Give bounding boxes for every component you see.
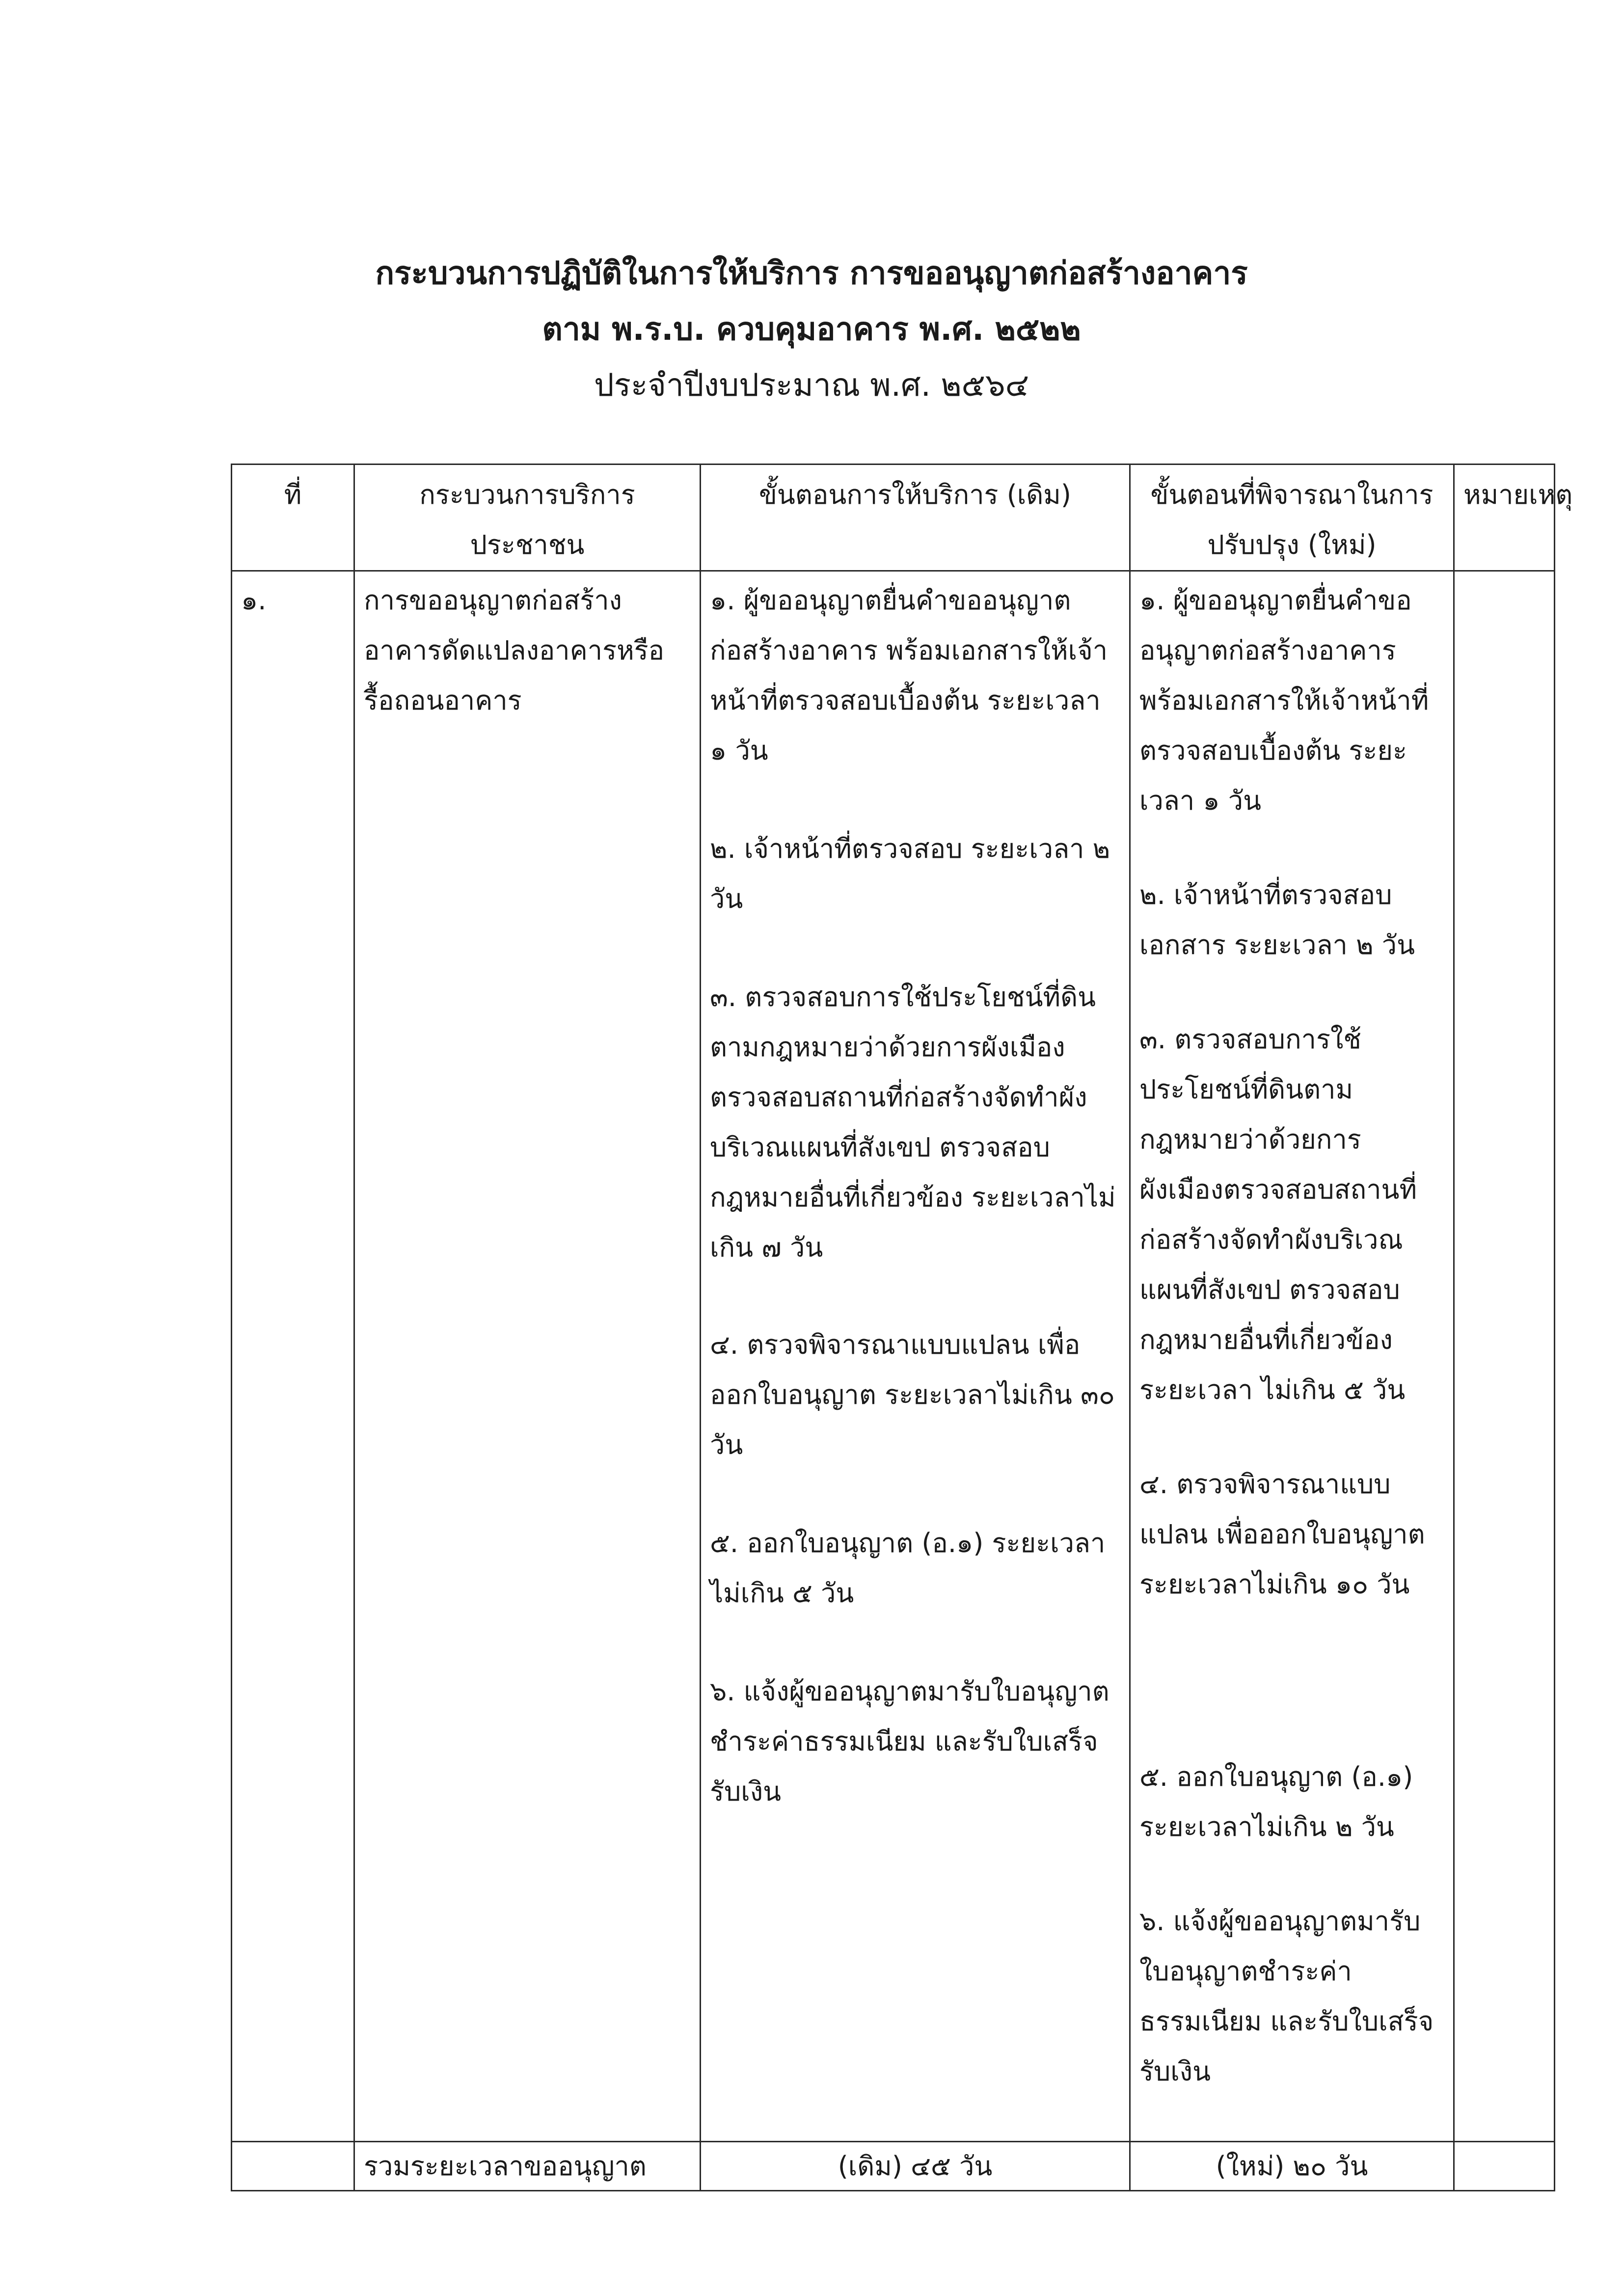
total-old: (เดิม) ๔๕ วัน [701,2142,1130,2191]
old-step-6: ๖. แจ้งผู้ขออนุญาตมารับใบอนุญาตชำระค่าธรรมเนียม และรับใบเสร็จรับเงิน [710,1676,1109,1807]
total-no-cell [232,2142,354,2191]
new-steps-cell [1130,571,1454,2142]
title-line-2: ตาม พ.ร.บ. ควบคุมอาคาร พ.ศ. ๒๕๒๒ [542,311,1081,348]
title-line-1: กระบวนการปฏิบัติในการให้บริการ การขออนุญาตก่อสร้างอาคาร [375,255,1248,292]
row-process: การขออนุญาตก่อสร้างอาคารดัดแปลงอาคารหรือรื้อถอนอาคาร [354,571,701,2142]
header-new-steps: ขั้นตอนที่พิจารณาในการปรับปรุง (ใหม่) [1130,465,1454,571]
old-step-1: ๑. ผู้ขออนุญาตยื่นคำขออนุญาตก่อสร้างอาคาร พร้อมเอกสารให้เจ้าหน้าที่ตรวจสอบเบื้องต้น ระยะเวลา ๑ วัน [710,585,1108,766]
new-step-6: ๖. แจ้งผู้ขออนุญาตมารับใบอนุญาตชำระค่าธรรมเนียม และรับใบเสร็จรับเงิน [1139,1906,1434,2087]
old-steps-cell [701,571,1130,2142]
new-step-4: ๔. ตรวจพิจารณาแบบแปลน เพื่อออกใบอนุญาต ระยะเวลาไม่เกิน ๑๐ วัน [1139,1469,1425,1600]
table-header-row [232,465,1555,571]
new-step-2: ๒. เจ้าหน้าที่ตรวจสอบเอกสาร ระยะเวลา ๒ วัน [1139,879,1415,960]
row-remark [1454,571,1555,2142]
header-process: กระบวนการบริการประชาชน [354,465,701,571]
total-label: รวมระยะเวลาขออนุญาต [354,2142,701,2191]
total-new: (ใหม่) ๒๐ วัน [1130,2142,1454,2191]
total-remark-cell [1454,2142,1555,2191]
service-process-table [231,464,1573,2191]
new-step-5: ๕. ออกใบอนุญาต (อ.๑) ระยะเวลาไม่เกิน ๒ วัน [1139,1761,1413,1842]
old-step-3: ๓. ตรวจสอบการใช้ประโยชน์ที่ดินตามกฎหมายว่าด้วยการผังเมือง ตรวจสอบสถานที่ก่อสร้างจัดทำผังบริเวณแผนที่สังเขป ตรวจสอบกฎหมายอื่นที่เกี่ยวข้อง ระยะเวลาไม่เกิน ๗ วัน [710,982,1116,1263]
row-no: ๑. [232,571,354,2142]
header-old-steps: ขั้นตอนการให้บริการ (เดิม) [701,465,1130,571]
old-step-4: ๔. ตรวจพิจารณาแบบแปลน เพื่อออกใบอนุญาต ระยะเวลาไม่เกิน ๓๐ วัน [710,1329,1115,1460]
table-row [232,571,1555,2142]
old-step-5: ๕. ออกใบอนุญาต (อ.๑) ระยะเวลาไม่เกิน ๕ วัน [710,1528,1106,1609]
total-row [232,2142,1555,2191]
document-title [0,246,1623,413]
new-step-3: ๓. ตรวจสอบการใช้ประโยชน์ที่ดินตามกฎหมายว่าด้วยการผังเมืองตรวจสอบสถานที่ก่อสร้างจัดทำผังบริเวณแผนที่สังเขป ตรวจสอบกฎหมายอื่นที่เกี่ยวข้อง ระยะเวลา ไม่เกิน ๕ วัน [1139,1024,1417,1405]
new-step-1: ๑. ผู้ขออนุญาตยื่นคำขออนุญาตก่อสร้างอาคาร พร้อมเอกสารให้เจ้าหน้าที่ตรวจสอบเบื้องต้น ระยะเวลา ๑ วัน [1139,585,1429,816]
old-step-2: ๒. เจ้าหน้าที่ตรวจสอบ ระยะเวลา ๒ วัน [710,833,1110,914]
header-remark: หมายเหตุ [1454,465,1555,571]
title-line-3: ประจำปีงบประมาณ พ.ศ. ๒๕๖๔ [594,367,1029,404]
header-no: ที่ [232,465,354,571]
